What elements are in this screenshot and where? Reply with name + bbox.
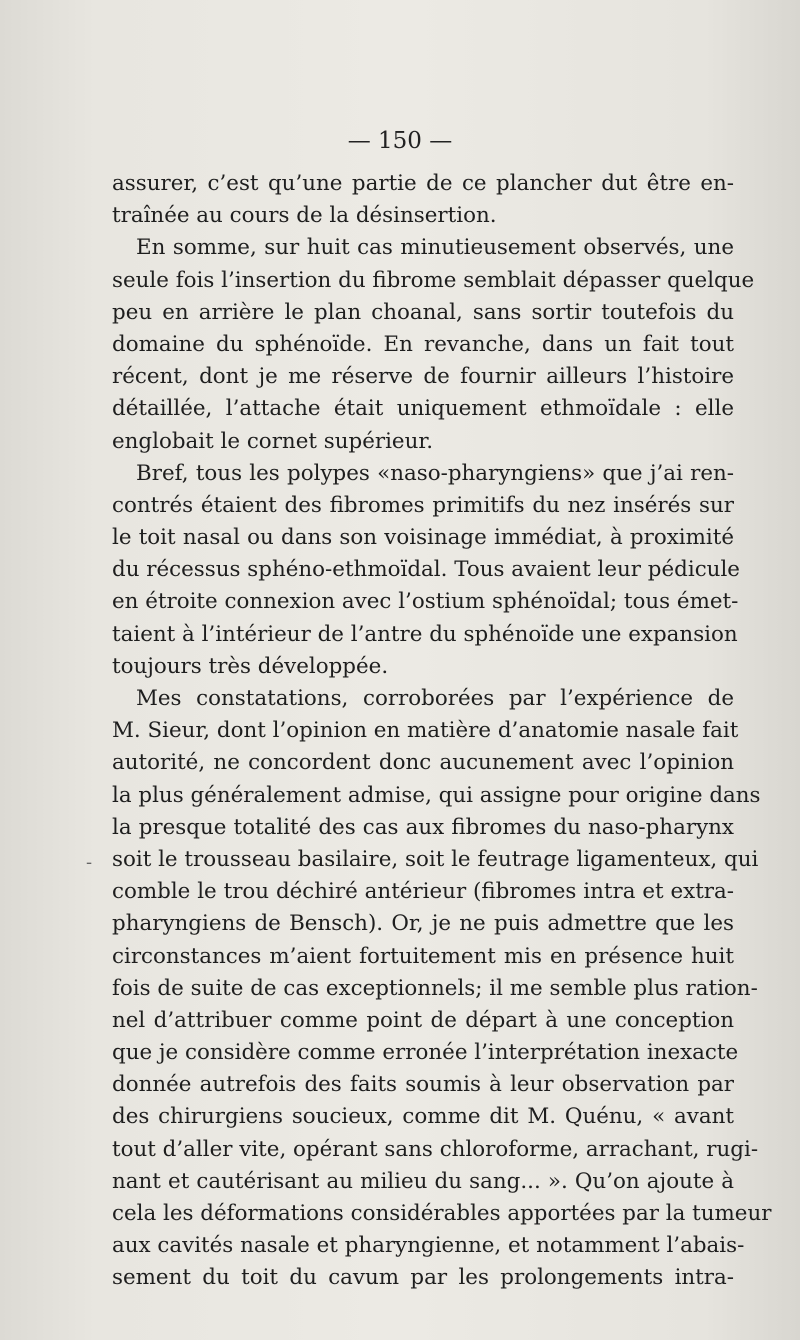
text-line: récent, dont je me réserve de fournir ailleurs l’histoire xyxy=(112,364,734,390)
text-line: en étroite connexion avec l’ostium sphénoïdal; tous émet- xyxy=(112,589,739,615)
text-line: des chirurgiens soucieux, comme dit M. Quénu, « avant xyxy=(112,1104,734,1130)
text-line: le toit nasal ou dans son voisinage immédiat, à proximité xyxy=(112,525,734,551)
text-line: du récessus sphéno-ethmoïdal. Tous avaient leur pédicule xyxy=(112,557,740,583)
text-line: comble le trou déchiré antérieur (fibromes intra et extra- xyxy=(112,879,734,905)
text-line: contrés étaient des fibromes primitifs du nez insérés sur xyxy=(112,492,734,518)
text-line: nel d’attribuer comme point de départ à une conception xyxy=(112,1007,734,1033)
text-line: que je considère comme erronée l’interprétation inexacte xyxy=(112,1040,739,1066)
text-line: autorité, ne concordent donc aucunement avec l’opinion xyxy=(112,750,734,776)
text-line: peu en arrière le plan choanal, sans sortir toutefois du xyxy=(112,299,734,325)
text-line: Bref, tous les polypes «naso-pharyngiens» que j’ai ren- xyxy=(136,460,734,486)
text-line: nant et cautérisant au milieu du sang... ». Qu’on ajoute à xyxy=(112,1168,734,1194)
text-line: la plus généralement admise, qui assigne pour origine dans xyxy=(112,782,761,808)
text-line: Mes constatations, corroborées par l’expérience de xyxy=(136,686,734,711)
text-line: la presque totalité des cas aux fibromes du naso-pharynx xyxy=(112,814,734,840)
text-line: fois de suite de cas exceptionnels; il me semble plus ration- xyxy=(112,975,758,1001)
text-line: toujours très développée. xyxy=(112,653,389,679)
text-line: domaine du sphénoïde. En revanche, dans un fait tout xyxy=(112,331,734,357)
text-line: donnée autrefois des faits soumis à leur observation par xyxy=(112,1072,734,1098)
text-line: soit le trousseau basilaire, soit le feutrage ligamenteux, qui xyxy=(112,846,759,872)
text-line: traînée au cours de la désinsertion. xyxy=(112,203,497,229)
margin-mark: - xyxy=(86,852,93,873)
text-line: seule fois l’insertion du fibrome semblait dépasser quelque xyxy=(112,267,755,293)
text-line: tout d’aller vite, opérant sans chloroforme, arrachant, rugi- xyxy=(112,1136,759,1162)
text-line: sement du toit du cavum par les prolongements intra- xyxy=(112,1265,734,1291)
page-number: — 150 — xyxy=(347,128,453,154)
text-line: assurer, c’est qu’une partie de ce plancher dut être en- xyxy=(112,171,734,196)
body-text xyxy=(112,168,772,1295)
text-line: aux cavités nasale et pharyngienne, et notamment l’abais- xyxy=(112,1233,745,1259)
text-line: En somme, sur huit cas minutieusement observés, une xyxy=(136,235,734,261)
text-line: englobait le cornet supérieur. xyxy=(112,428,434,454)
text-line: taient à l’intérieur de l’antre du sphénoïde une expansion xyxy=(112,621,738,647)
text-line: cela les déformations considérables apportées par la tumeur xyxy=(112,1201,772,1226)
text-line: circonstances m’aient fortuitement mis en présence huit xyxy=(112,943,734,969)
text-line: détaillée, l’attache était uniquement ethmoïdale : elle xyxy=(112,396,734,422)
text-line: pharyngiens de Bensch). Or, je ne puis admettre que les xyxy=(112,911,734,937)
text-line: M. Sieur, dont l’opinion en matière d’anatomie nasale fait xyxy=(112,718,739,744)
